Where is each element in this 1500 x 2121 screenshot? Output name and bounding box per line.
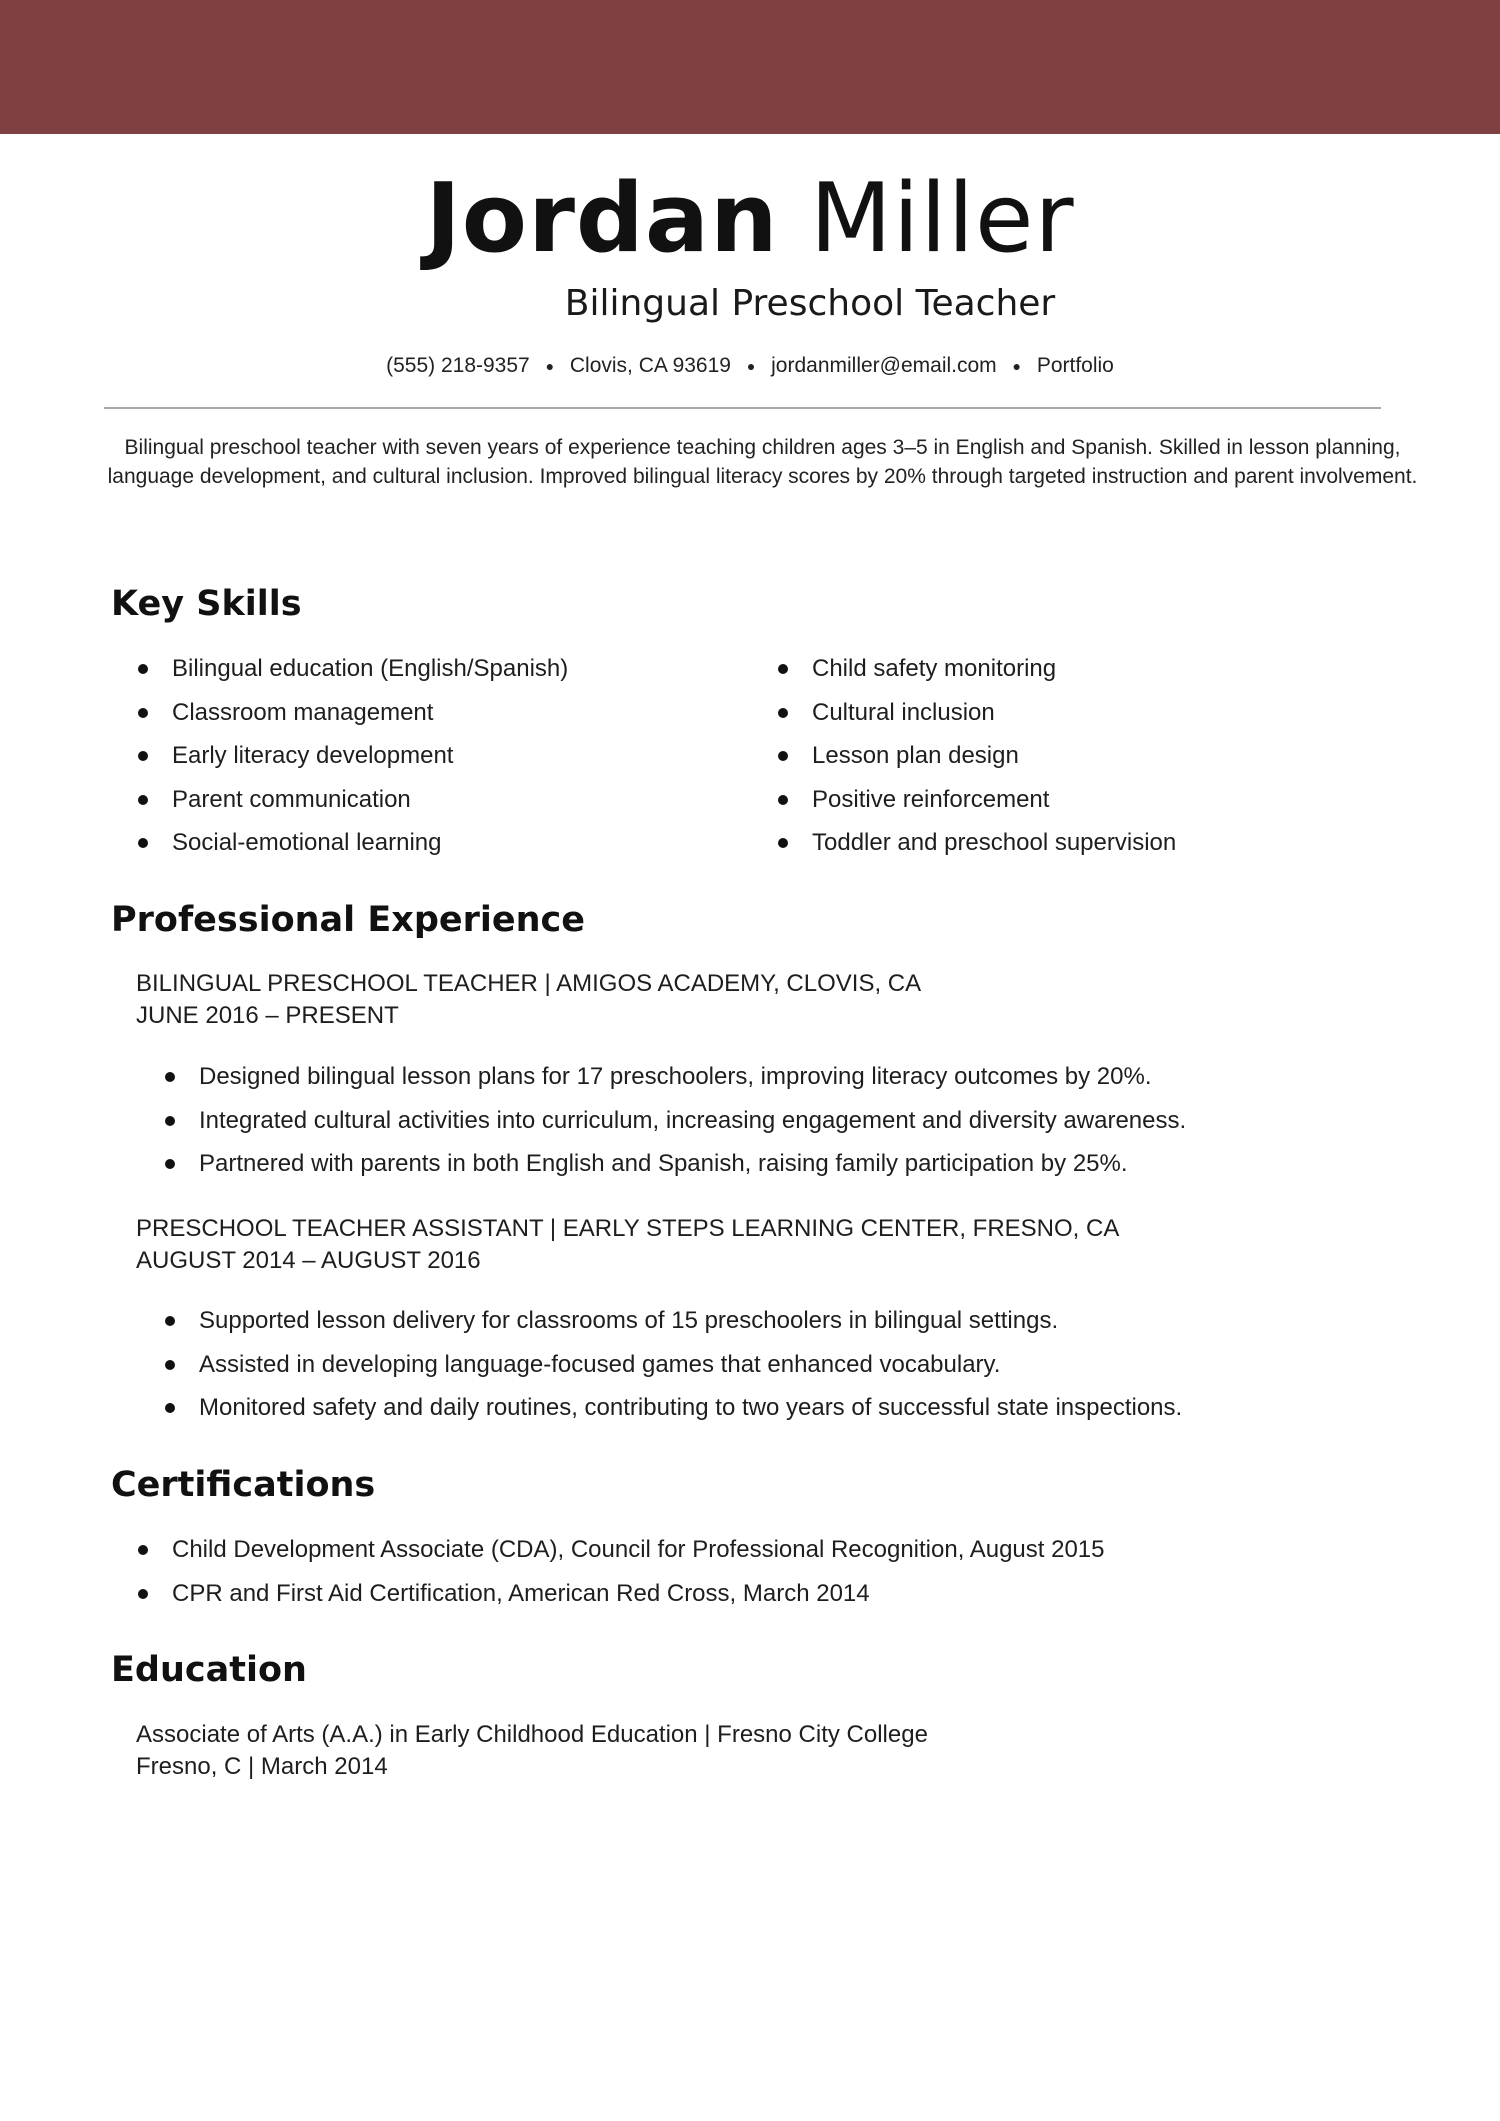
skills-section-title: Key Skills [111, 584, 302, 624]
header-color-band [0, 0, 1500, 134]
bullet-icon [138, 708, 148, 718]
bullet-icon [778, 664, 788, 674]
professional-summary: Bilingual preschool teacher with seven years of experience teaching children ages 3–5 in English and Spanish. Skilled in lesson planning, language development, and cultural inclusion. Improved bilingual literacy scores by 20% through targeted instruction and parent involvement. [107, 436, 1418, 488]
education-location: Fresno, C | March 2014 [136, 1753, 388, 1780]
education-section-title: Education [111, 1650, 307, 1690]
bullet-icon [138, 1589, 148, 1599]
last-name: Miller [809, 164, 1075, 274]
bullet-icon [138, 838, 148, 848]
bullet-icon [778, 838, 788, 848]
bullet-icon [165, 1316, 175, 1326]
first-name: Jordan [425, 164, 779, 274]
bullet-icon [138, 1545, 148, 1555]
bullet-separator-icon: ● [545, 358, 555, 375]
education-degree: Associate of Arts (A.A.) in Early Childhood Education | Fresno City College [136, 1721, 928, 1748]
bullet-icon [138, 751, 148, 761]
bullet-icon [778, 795, 788, 805]
bullet-separator-icon: ● [1012, 358, 1021, 375]
candidate-name [0, 164, 1500, 274]
location: Clovis, CA 93619 [569, 354, 731, 377]
phone: (555) 218-9357 [386, 354, 530, 377]
experience-section-title: Professional Experience [111, 900, 586, 940]
header-divider [104, 407, 1381, 409]
contact-line [0, 352, 1500, 380]
job-dates: JUNE 2016 – PRESENT [136, 1002, 399, 1029]
portfolio-link[interactable]: Portfolio [1036, 354, 1114, 377]
email-link[interactable]: jordanmiller@email.com [771, 354, 997, 377]
job-heading: BILINGUAL PRESCHOOL TEACHER | AMIGOS ACADEMY, CLOVIS, CA [136, 970, 922, 997]
bullet-icon [778, 751, 788, 761]
job-heading: PRESCHOOL TEACHER ASSISTANT | EARLY STEPS LEARNING CENTER, FRESNO, CA [136, 1215, 1120, 1242]
bullet-icon [165, 1116, 175, 1126]
bullet-icon [165, 1072, 175, 1082]
certifications-section-title: Certifications [111, 1465, 376, 1505]
bullet-icon [165, 1360, 175, 1370]
bullet-icon [138, 664, 148, 674]
bullet-separator-icon: ● [746, 358, 756, 375]
job-dates: AUGUST 2014 – AUGUST 2016 [136, 1247, 481, 1274]
bullet-icon [165, 1159, 175, 1169]
bullet-icon [778, 708, 788, 718]
bullet-icon [138, 795, 148, 805]
bullet-icon [165, 1403, 175, 1413]
job-title: Bilingual Preschool Teacher [564, 283, 1056, 324]
